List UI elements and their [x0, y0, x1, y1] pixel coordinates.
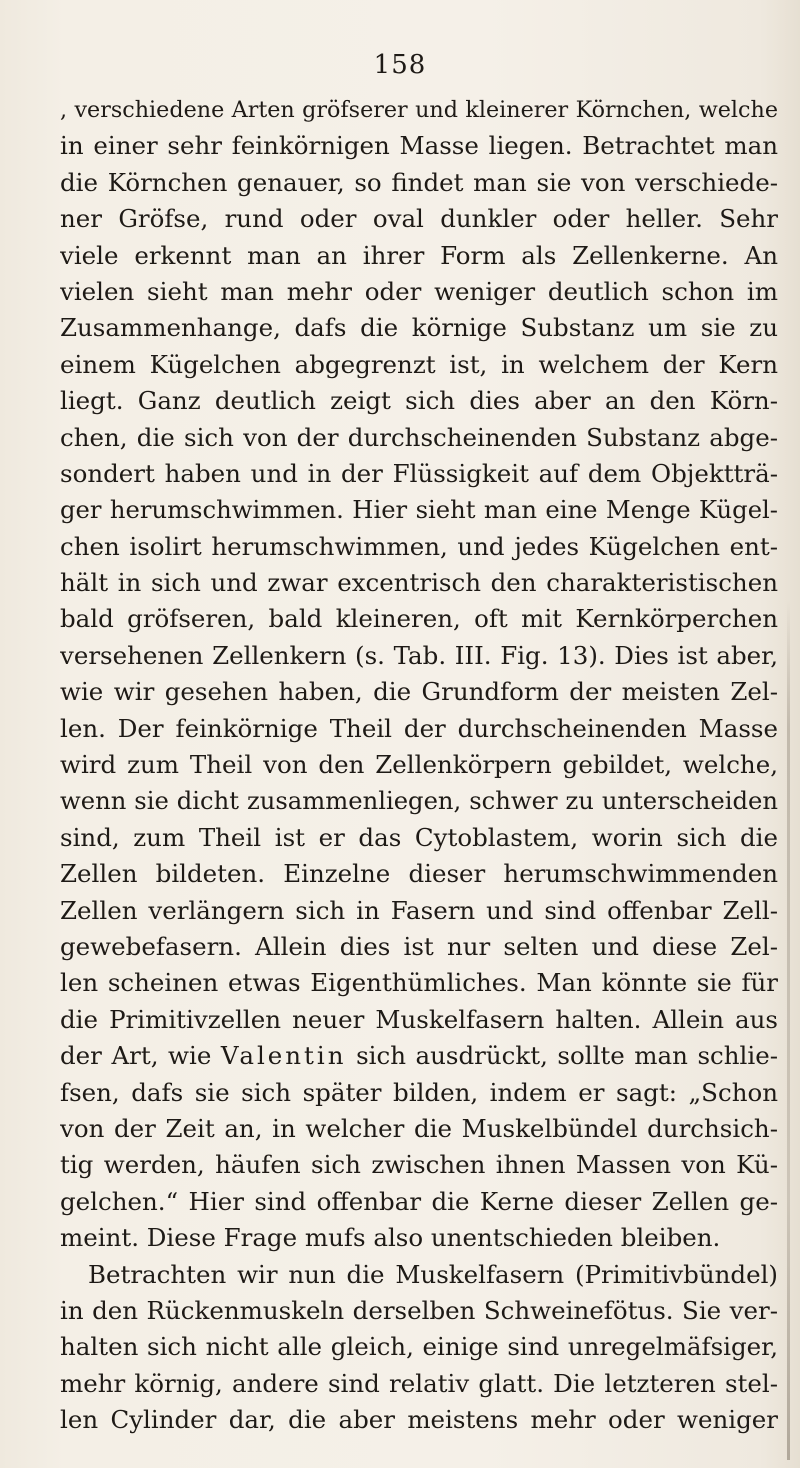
text-line: ner Gröfse, rund oder oval dunkler oder heller. Sehr [60, 204, 778, 234]
text-line: Zellen bildeten. Einzelne dieser herumschwimmenden [60, 859, 778, 889]
text-line: Zellen verlängern sich in Fasern und sind offenbar Zell- [60, 895, 778, 925]
text-line: wie wir gesehen haben, die Grundform der meisten Zel- [60, 677, 778, 707]
text-line: in den Rückenmuskeln derselben Schweinefötus. Sie ver- [60, 1295, 778, 1325]
text-line: sondert haben und in der Flüssigkeit auf dem Objektträ- [60, 458, 778, 488]
page-number: 158 [373, 50, 427, 80]
text-line: vielen sieht man mehr oder weniger deutlich schon im [60, 276, 778, 306]
text-line: Zusammenhange, dafs die körnige Substanz um sie zu [60, 313, 778, 343]
text-line: len Cylinder dar, die aber meistens mehr oder weniger [60, 1405, 778, 1435]
text-line: gelchen.“ Hier sind offenbar die Kerne dieser Zellen ge- [60, 1186, 778, 1216]
text-fragment: sich ausdrückt, sollte man schlie- [346, 1041, 778, 1071]
text-line: mehr körnig, andere sind relativ glatt. Die letzteren stel- [60, 1368, 778, 1398]
text-line: wird zum Theil von den Zellenkörpern gebildet, welche, [60, 750, 778, 780]
text-line: in einer sehr feinkörnigen Masse liegen. Betrachtet man [60, 131, 778, 161]
text-line: sind, zum Theil ist er das Cytoblastem, worin sich die [60, 822, 778, 852]
text-line: , verschiedene Arten gröfserer und kleinerer Körnchen, welche [60, 97, 778, 123]
text-line: wenn sie dicht zusammenliegen, schwer zu unterscheiden [60, 786, 778, 816]
text-line: tig werden, häufen sich zwischen ihnen Massen von Kü- [60, 1150, 778, 1180]
text-line: ger herumschwimmen. Hier sieht man eine Menge Kügel- [60, 495, 778, 525]
text-line: chen, die sich von der durchscheinenden Substanz abge- [60, 422, 778, 452]
text-line: chen isolirt herumschwimmen, und jedes Kügelchen ent- [60, 531, 778, 561]
text-fragment: der Art, wie [60, 1041, 221, 1071]
text-line: gewebefasern. Allein dies ist nur selten und diese Zel- [60, 931, 778, 961]
page-edge-shadow [787, 600, 790, 1460]
text-line: liegt. Ganz deutlich zeigt sich dies aber an den Körn- [60, 386, 778, 416]
author-name-valentin: Valentin [220, 1041, 347, 1071]
text-line: Betrachten wir nun die Muskelfasern (Primitivbündel) [88, 1259, 778, 1289]
text-line: viele erkennt man an ihrer Form als Zellenkerne. An [60, 240, 778, 270]
text-line: versehenen Zellenkern (s. Tab. III. Fig. 13). Dies ist aber, [60, 640, 778, 670]
text-line: halten sich nicht alle gleich, einige sind unregelmäfsiger, [60, 1332, 778, 1362]
text-line: die Primitivzellen neuer Muskelfasern halten. Allein aus [60, 1004, 778, 1034]
text-line: einem Kügelchen abgegrenzt ist, in welchem der Kern [60, 349, 778, 379]
body-text [60, 92, 778, 1438]
text-line: meint. Diese Frage mufs also unentschieden bleiben. [60, 1223, 721, 1253]
text-line: hält in sich und zwar excentrisch den charakteristischen [60, 568, 778, 598]
text-line: fsen, dafs sie sich später bilden, indem er sagt: „Schon [60, 1077, 778, 1107]
text-line: len scheinen etwas Eigenthümliches. Man könnte sie für [60, 968, 778, 998]
text-line: von der Zeit an, in welcher die Muskelbündel durchsich- [60, 1113, 778, 1143]
text-line: len. Der feinkörnige Theil der durchscheinenden Masse [60, 713, 778, 743]
text-line [60, 1038, 778, 1074]
text-line: bald gröfseren, bald kleineren, oft mit Kernkörperchen [60, 604, 778, 634]
text-line: die Körnchen genauer, so findet man sie von verschiede- [60, 167, 778, 197]
